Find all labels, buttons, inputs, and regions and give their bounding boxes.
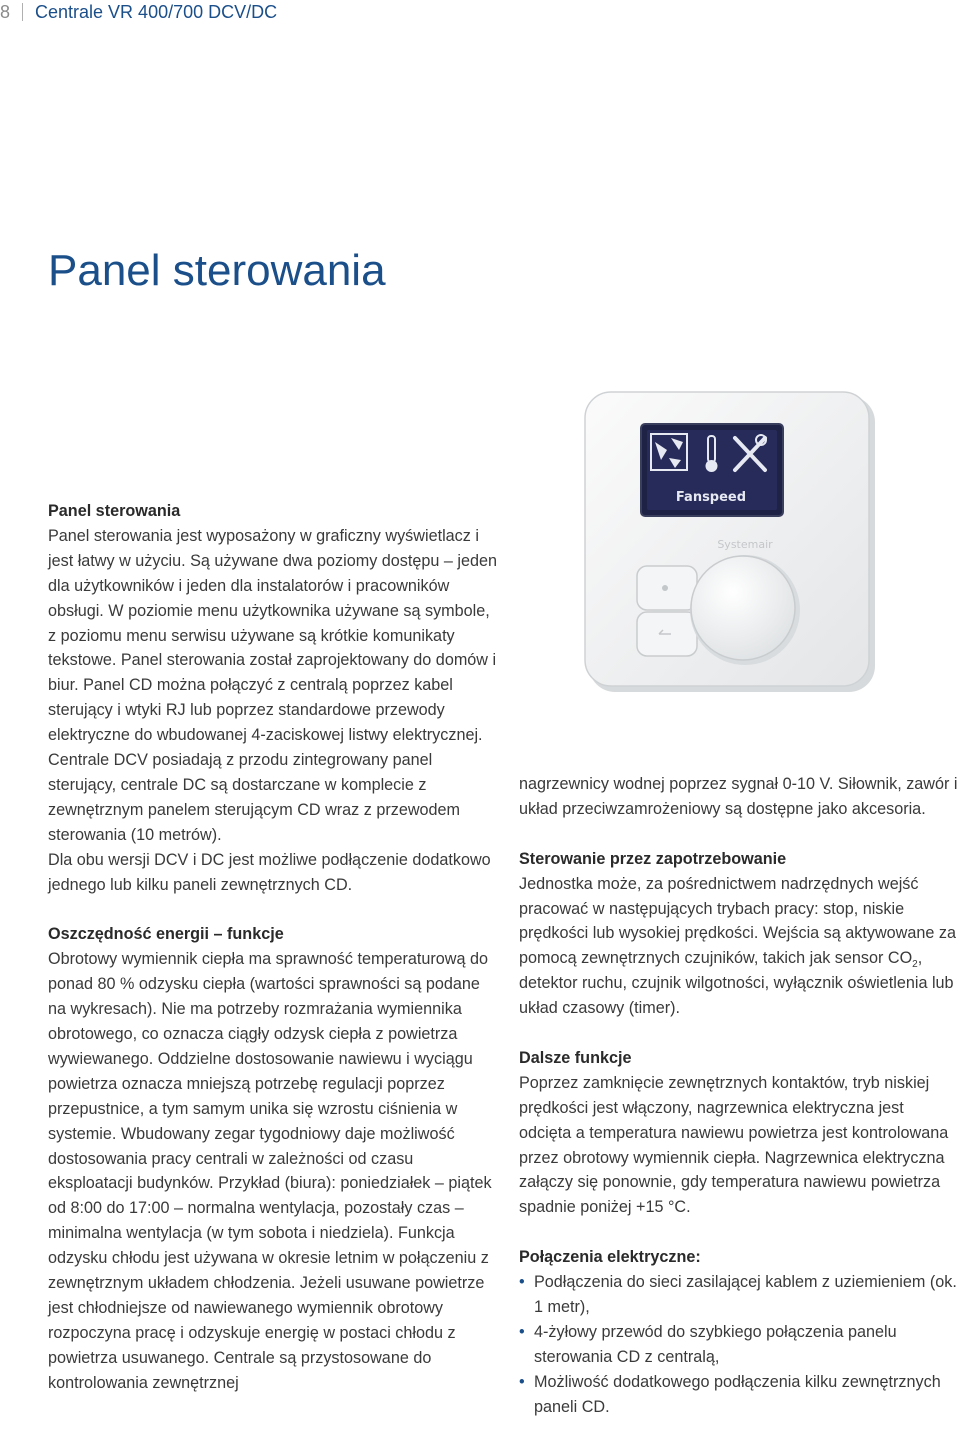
section-heading-further: Dalsze funkcje — [519, 1048, 632, 1067]
page-title: Panel sterowania — [48, 246, 386, 295]
section-heading-electrical: Połączenia elektryczne: — [519, 1248, 701, 1267]
section-heading-demand: Sterowanie przez zapotrzebowanie — [519, 849, 787, 868]
demand-paragraph: Jednostka może, za pośrednictwem nadrzędnych wejść pracować w następujących trybach pracy: stop, niskie prędkości lub wysokiej prędkości. Wejścia są aktywowane za pomocą zewnętrznych czujników, takich jak sensor $CO_2$, detektor ruchu, czujnik wilgotności, wyłącznik oświetlenia lub układ czasowy (timer). — [519, 874, 956, 1018]
brand-logo: Systemair — [717, 538, 773, 551]
right-column — [519, 772, 960, 1420]
section-heading-energy: Oszczędność energii – funkcje — [48, 925, 284, 944]
list-item: • Podłączenia do sieci zasilającej kablem z uziemieniem (ok. 1 metr), — [519, 1270, 960, 1320]
further-paragraph: Poprzez zamknięcie zewnętrznych kontaktów, tryb niskiej prędkości jest włączony, nagrzewnica elektryczna jest odcięta a temperatura nawiewu powietrza jest kontrolowana przez obrotowy wymiennik ciepła. Nagrzewnica elektryczna załączy się ponownie, gdy temperatura nawiewu powietrza spadnie poniżej +15 °C. — [519, 1073, 949, 1217]
panel-paragraph-1: Panel sterowania jest wyposażony w graficzny wyświetlacz i jest łatwy w użyciu. Są używane dwa poziomy dostępu – jeden dla użytkowników i jeden dla instalatorów i pracowników obsługi. W poziomie menu użytkownika używane są symbole, z poziomu menu serwisu używane są krótkie komunikaty tekstowe. Panel sterowania został zaprojektowany do domów i biur. Panel CD można połączyć z centralą poprzez kabel sterujący i wtyki RJ lub poprzez standardowe przewody elektryczne do wbudowanej 4-zaciskowej listwy elektrycznej. Centrale DCV posiadają z przodu zintegrowany panel sterujący, centrale DC są dostarczane w komplecie z zewnętrznym panelem sterującym CD wraz z przewodem sterowania (10 metrów). — [48, 526, 497, 844]
screen-fanspeed-text: Fanspeed — [675, 490, 747, 505]
list-item: • 4-żyłowy przewód do szybkiego połączenia panelu sterowania CD z centralą, — [519, 1320, 960, 1370]
page-header — [0, 2, 277, 23]
electrical-list — [519, 1270, 960, 1419]
continuation-paragraph: nagrzewnicy wodnej poprzez sygnał 0-10 V. Siłownik, zawór i układ przeciwzamrożeniowy są dostępne jako akcesoria. — [519, 775, 958, 818]
header-divider — [22, 3, 23, 21]
section-heading-panel: Panel sterowania — [48, 502, 181, 520]
page-number: 8 — [0, 2, 11, 22]
left-column — [48, 499, 498, 1396]
rotary-knob — [691, 556, 795, 660]
list-item: • Możliwość dodatkowego podłączenia kilku zewnętrznych paneli CD. — [519, 1370, 960, 1420]
control-panel-photo — [575, 388, 880, 695]
panel-paragraph-2: Dla obu wersji DCV i DC jest możliwe podłączenie dodatkowo jednego lub kilku paneli zewnętrznych CD. — [48, 850, 491, 894]
energy-paragraph: Obrotowy wymiennik ciepła ma sprawność temperaturową do ponad 80 % odzysku ciepła (wartości sprawności są podane na wykresach). Nie ma potrzeby rozmrażania wymiennika obrotowego, co oznacza ciągły odzysk ciepła z powietrza wywiewanego. Oddzielne dostosowanie nawiewu i wyciągu powietrza oznacza mniejszą potrzebę regulacji poprzez przepustnice, a tym samym unika się wzrostu ciśnienia w systemie. Wbudowany zegar tygodniowy daje możliwość dostosowania pracy centrali w zależności od czasu eksploatacji budynków. Przykład (biura): poniedziałek – piątek od 8:00 do 17:00 – normalna wentylacja, pozostały czas – minimalna wentylacja (w tym sobota i niedziela). Funkcja odzysku chłodu jest używana w okresie letnim w połączeniu z zewnętrznym układem chłodzenia. Jeżeli usuwane powietrze jest chłodniejsze od nawiewanego wymiennik obrotowy rozpoczyna pracę i odzyskuje energię w postaci chłodu z powietrza usuwanego. Centrale są przystosowane do kontrolowania zewnętrznej — [48, 950, 492, 1392]
document-title: Centrale VR 400/700 DCV/DC — [35, 2, 278, 22]
